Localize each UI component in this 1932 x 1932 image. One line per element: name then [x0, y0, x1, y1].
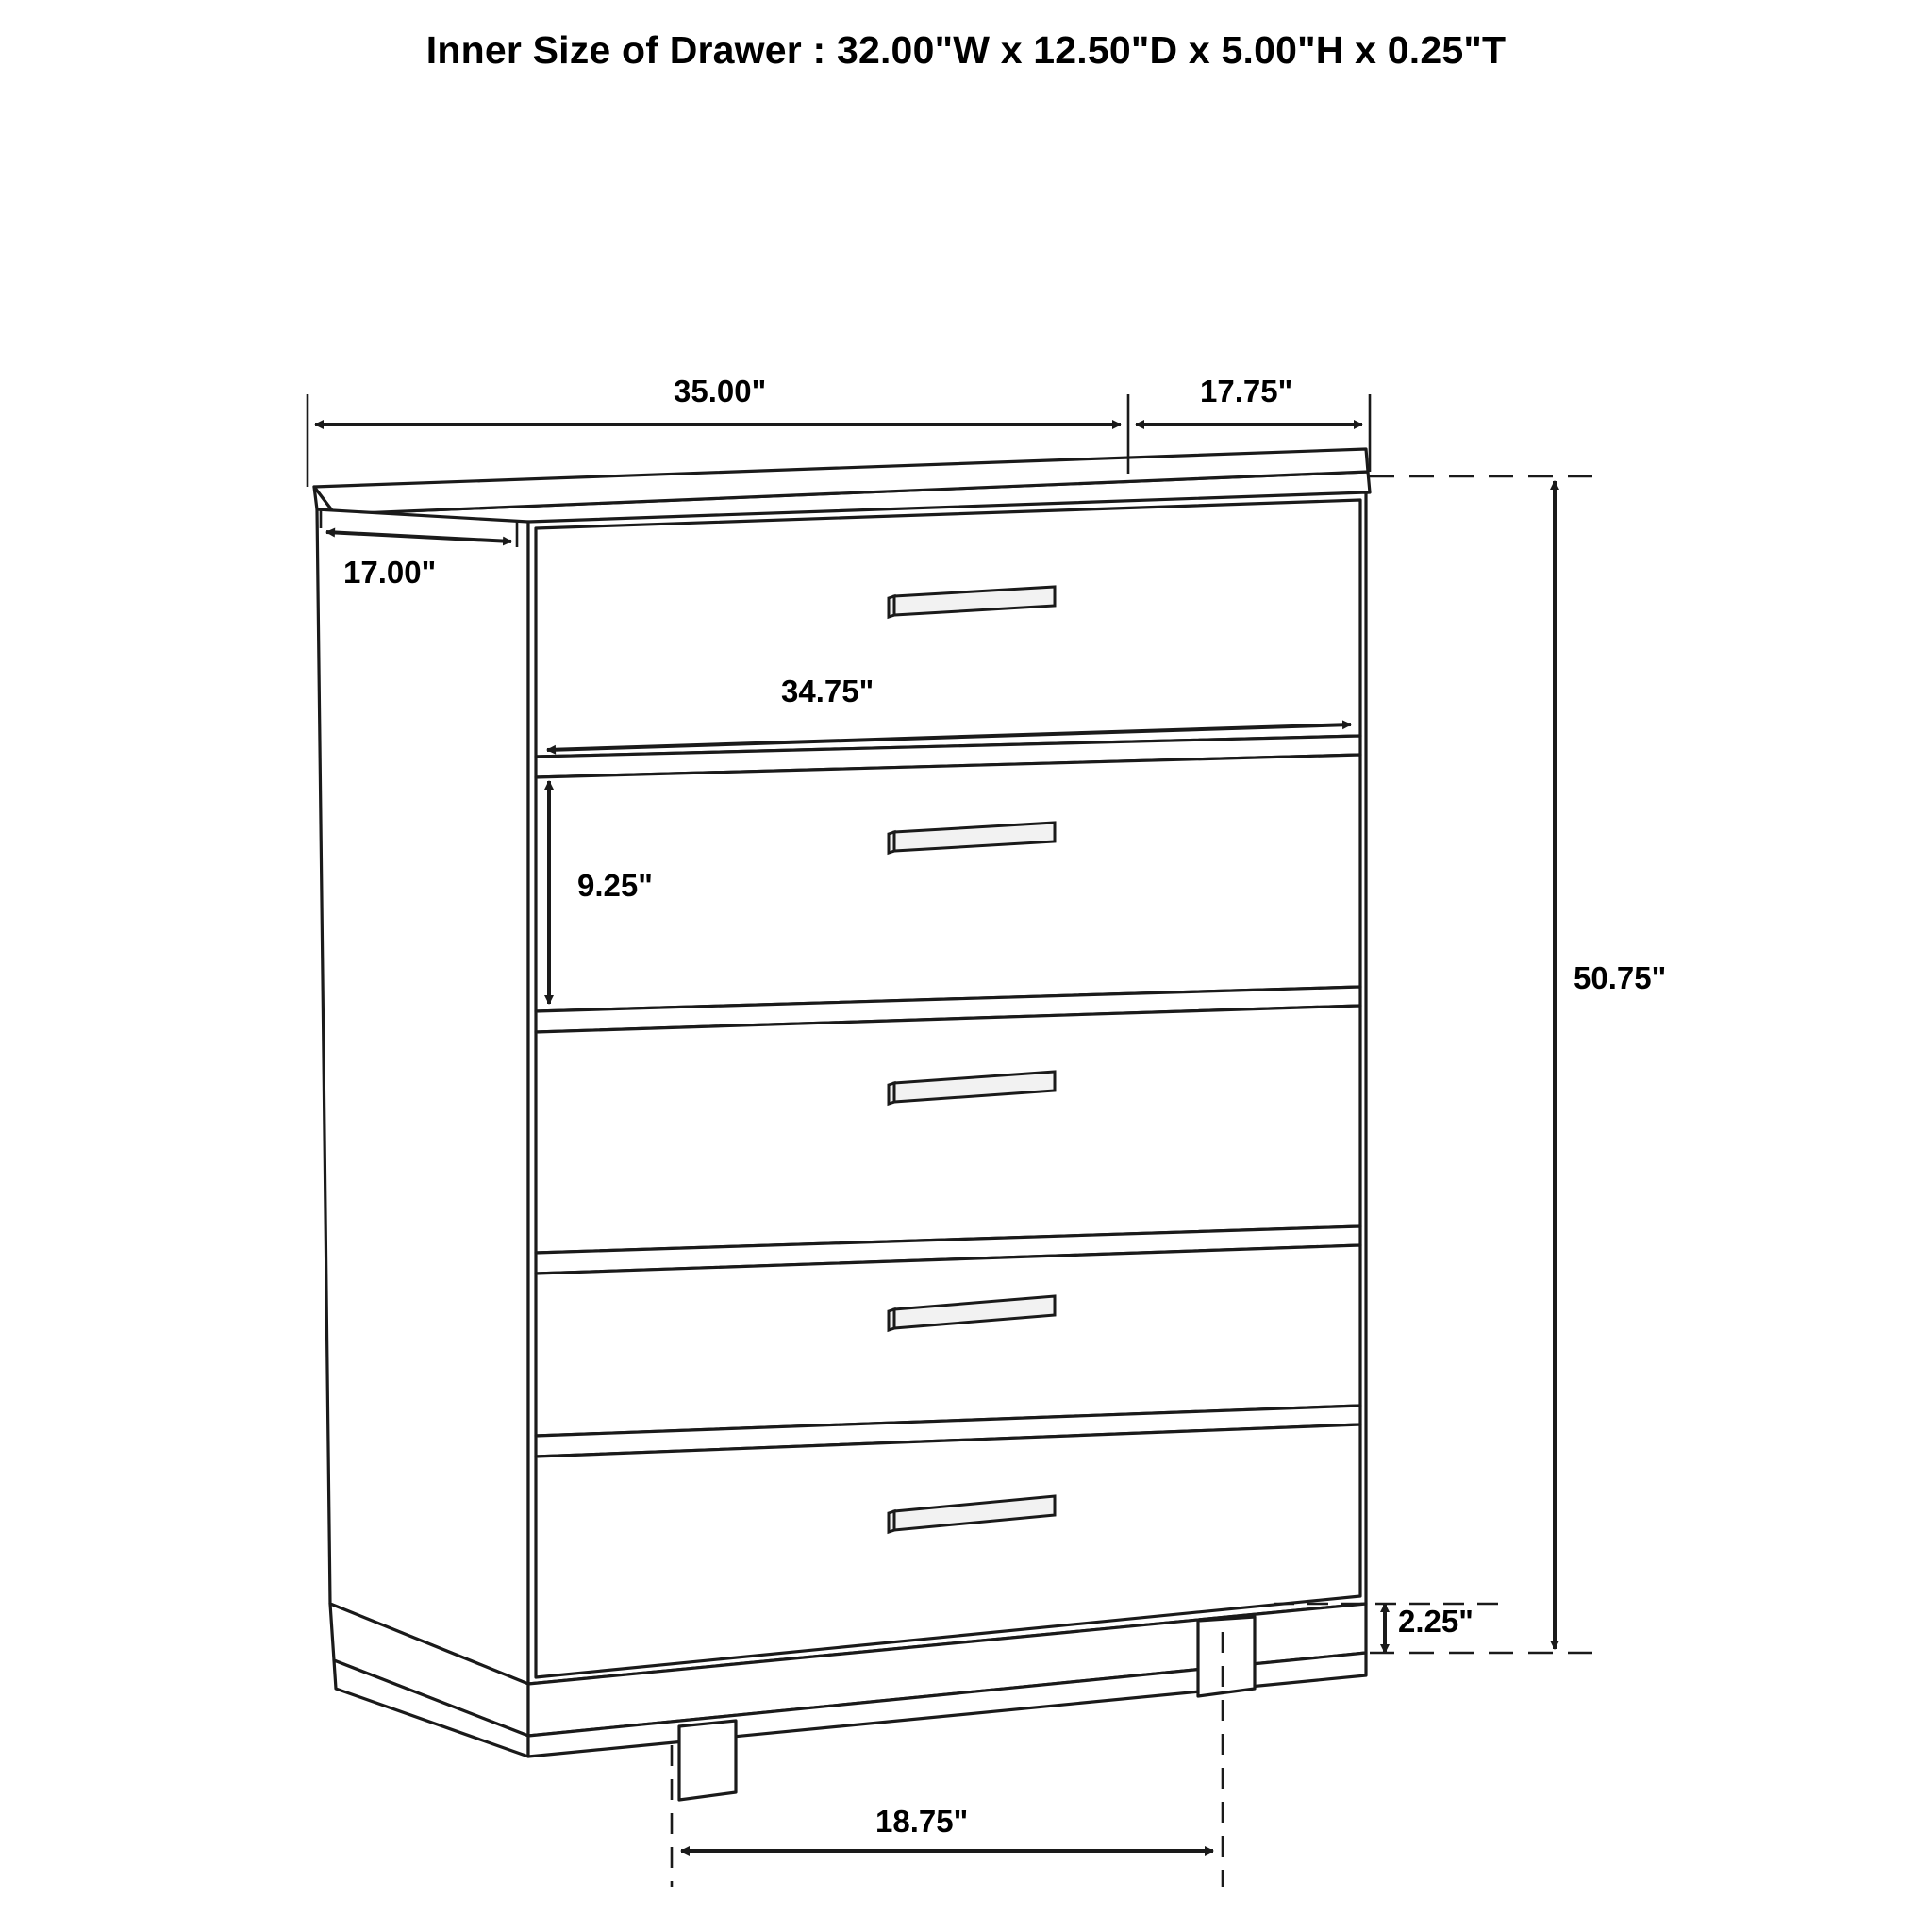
- drawer-face-3: [536, 1006, 1360, 1253]
- handle-2-end: [889, 832, 894, 853]
- drawer-face-2: [536, 755, 1360, 1011]
- foot-right: [1198, 1617, 1255, 1696]
- drawer-face-4: [536, 1245, 1360, 1436]
- dimension-label-plinth-height: 2.25": [1398, 1604, 1474, 1639]
- dimension-label-drawer-inner-width: 34.75": [781, 674, 874, 708]
- foot-center: [679, 1721, 736, 1800]
- handle-1-end: [889, 596, 894, 617]
- dimension-label-width-front: 35.00": [674, 374, 767, 408]
- handle-5-end: [889, 1511, 894, 1532]
- dimension-label-foot-span: 18.75": [875, 1804, 969, 1839]
- dimension-label-drawer-height: 9.25": [577, 868, 653, 903]
- dimension-label-width-side: 17.75": [1200, 374, 1293, 408]
- drawer-face-1: [536, 500, 1360, 757]
- dimension-label-depth-top: 17.00": [343, 555, 437, 590]
- page-title: Inner Size of Drawer : 32.00"W x 12.50"D x 5.00"H x 0.25"T: [425, 28, 1507, 72]
- handle-3-end: [889, 1083, 894, 1104]
- dimension-label-total-height: 50.75": [1574, 960, 1667, 995]
- cabinet-left-side: [317, 509, 528, 1684]
- handle-4-end: [889, 1309, 894, 1330]
